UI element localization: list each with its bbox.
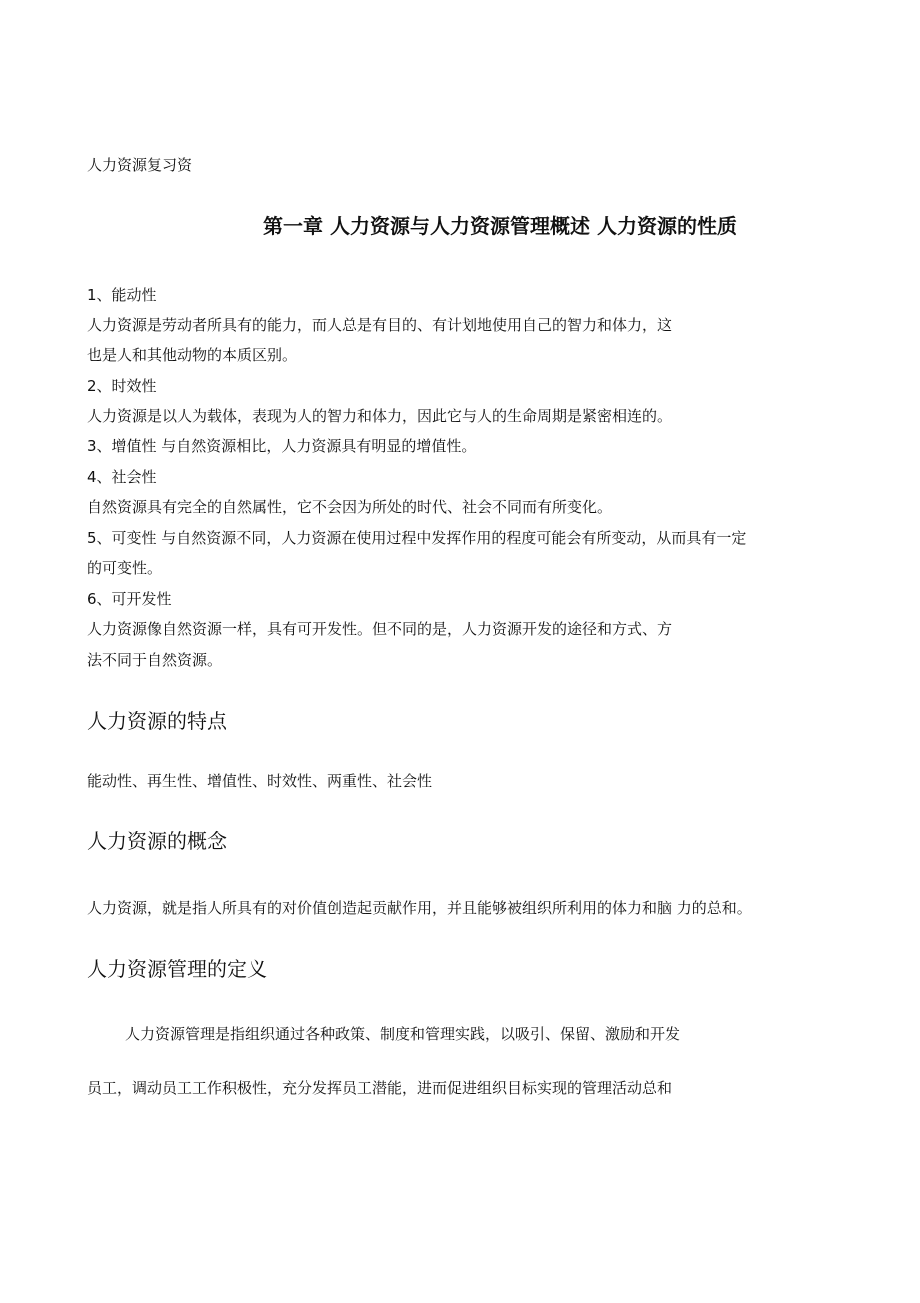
item-text-1b: 也是人和其他动物的本质区别。	[87, 346, 298, 364]
chapter-title: 第一章 人力资源与人力资源管理概述 人力资源的性质	[263, 214, 737, 238]
item-text-5: 的可变性。	[87, 559, 163, 577]
item-label-4: 4、社会性	[87, 468, 157, 486]
features-text: 能动性、再生性、增值性、时效性、两重性、社会性	[87, 772, 433, 790]
item-label-6: 6、可开发性	[87, 590, 172, 608]
item-label-2: 2、时效性	[87, 377, 157, 395]
definition-line-1: 人力资源管理是指组织通过各种政策、制度和管理实践，以吸引、保留、激励和开发	[125, 1025, 681, 1043]
concept-text: 人力资源，就是指人所具有的对价值创造起贡献作用，并且能够被组织所利用的体力和脑 力的总和。	[87, 899, 752, 917]
document-header: 人力资源复习资	[87, 156, 193, 174]
item-text-1a: 人力资源是劳动者所具有的能力，而人总是有目的、有计划地使用自己的智力和体力，这	[87, 316, 673, 334]
item-text-6b: 法不同于自然资源。	[87, 651, 223, 669]
item-text-4: 自然资源具有完全的自然属性，它不会因为所处的时代、社会不同而有所变化。	[87, 498, 613, 516]
definition-line-2: 员工，调动员工工作积极性，充分发挥员工潜能，进而促进组织目标实现的管理活动总和	[87, 1079, 673, 1097]
definition-heading: 人力资源管理的定义	[87, 957, 267, 981]
item-label-1: 1、能动性	[87, 286, 157, 304]
item-text-6a: 人力资源像自然资源一样，具有可开发性。但不同的是，人力资源开发的途径和方式、方	[87, 620, 673, 638]
features-heading: 人力资源的特点	[87, 709, 227, 733]
item-label-3: 3、增值性 与自然资源相比，人力资源具有明显的增值性。	[87, 437, 477, 455]
item-text-2: 人力资源是以人为载体，表现为人的智力和体力，因此它与人的生命周期是紧密相连的。	[87, 407, 673, 425]
item-label-5: 5、可变性 与自然资源不同，人力资源在使用过程中发挥作用的程度可能会有所变动，从而具有一定	[87, 529, 747, 547]
concept-heading: 人力资源的概念	[87, 829, 227, 853]
